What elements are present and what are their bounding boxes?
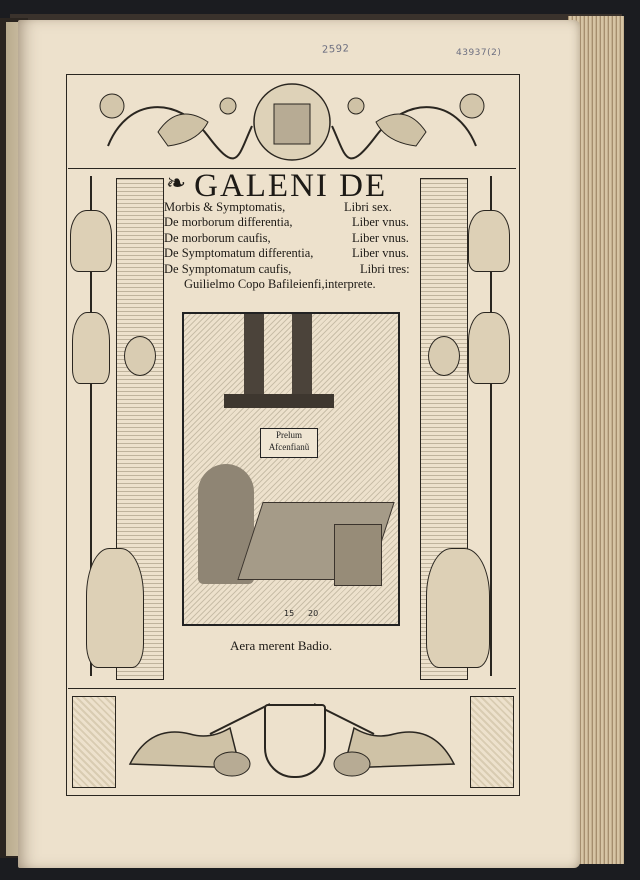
blank-coat-of-arms-shield — [264, 704, 326, 778]
right-mask-ornament — [468, 210, 510, 272]
left-armor-ornament — [72, 312, 110, 384]
woodcut-scene — [184, 314, 398, 624]
printing-press-woodcut — [182, 312, 400, 626]
left-mask-ornament — [70, 210, 112, 272]
contents-entry: Morbis & Symptomatis, Libri sex. — [164, 200, 392, 214]
press-beam — [224, 394, 334, 408]
contents-entry: De morborum differentia, Liber vnus. — [164, 215, 409, 229]
press-screw-right — [292, 314, 312, 394]
left-allegorical-figure — [86, 548, 144, 668]
bottom-right-panel — [470, 696, 514, 788]
press-screw-left — [244, 314, 264, 394]
press-sign: Prelum Afcenfianũ — [260, 428, 318, 458]
motto-caption: Aera merent Badio. — [230, 638, 333, 653]
fleuron-icon: ❧ — [166, 171, 189, 197]
top-ornament-illustration — [68, 76, 516, 168]
type-case — [334, 524, 382, 586]
pencil-shelfmark: 2592 — [321, 43, 350, 56]
contents-entry: De morborum caufis, Liber vnus. — [164, 231, 409, 245]
contents-entry: De Symptomatum caufis, Libri tres: — [164, 262, 410, 276]
bottom-left-panel — [72, 696, 116, 788]
top-ornament-band — [68, 76, 516, 169]
left-portrait-medallion — [124, 336, 156, 376]
title-text: GALENI DE — [194, 168, 388, 204]
contents-entry: De Symptomatum differentia, Liber vnus. — [164, 246, 409, 260]
pencil-accession: 43937(2) — [456, 48, 502, 58]
date-left: 15 — [284, 609, 295, 618]
date-right: 20 — [308, 609, 319, 618]
right-armor-ornament — [468, 312, 510, 384]
right-allegorical-figure — [426, 548, 490, 668]
translator-line: Guilielmo Copo Bafileienfi,interprete. — [184, 277, 376, 291]
right-portrait-medallion — [428, 336, 460, 376]
